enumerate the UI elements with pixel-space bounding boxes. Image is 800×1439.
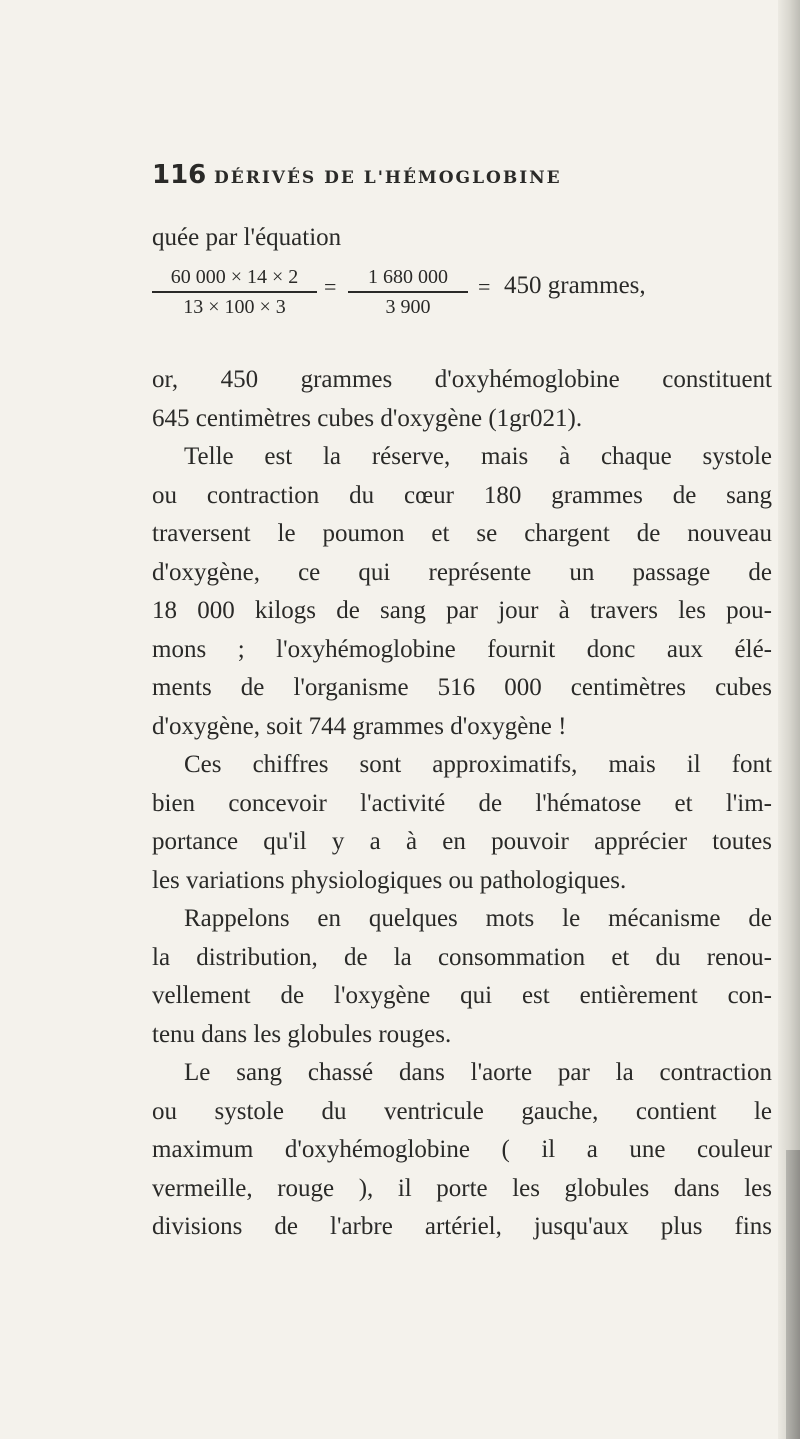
text-line: or, 450 grammes d'oxyhémoglobine constituent [152,366,772,393]
fraction-2-bar [348,291,468,293]
text-line: vellement de l'oxygène qui est entièrement con- [152,982,772,1009]
text-line: Rappelons en quelques mots le mécanisme de [184,905,772,932]
text-line: traversent le poumon et se chargent de nouveau [152,520,772,547]
text-line: portance qu'il y a à en pouvoir apprécier toutes [152,828,772,855]
text-line: mons ; l'oxyhémoglobine fournit donc aux élé- [152,635,772,663]
text-line: Ces chiffres sont approximatifs, mais il font [184,751,772,778]
text-line: d'oxygène, ce qui représente un passage de [152,558,772,586]
text-line: d'oxygène, soit 744 grammes d'oxygène ! [152,712,567,740]
equation-result: 450 grammes, [504,272,646,299]
fraction-1 [152,266,317,319]
fraction-2-numerator: 1 680 000 [368,266,448,288]
text-line: tenu dans les globules rouges. [152,1020,452,1048]
intro-line: quée par l'équation [152,224,342,251]
text-line: bien concevoir l'activité de l'hématose et l'im- [152,789,772,817]
paragraph [152,438,772,746]
equals-sign-1: = [324,274,337,299]
text-line: Telle est la réserve, mais à chaque systole [184,443,772,470]
fraction-2 [348,266,468,319]
fraction-1-bar [152,291,317,293]
paragraph [152,746,772,900]
page-edge-dark [786,1150,800,1439]
paragraph [152,900,772,1054]
text-line: 645 centimètres cubes d'oxygène (1gr021). [152,404,583,432]
text-line: ou contraction du cœur 180 grammes de sang [152,481,772,509]
running-head: DÉRIVÉS DE L'HÉMOGLOBINE [214,168,562,188]
text-line: Le sang chassé dans l'aorte par la contraction [184,1059,772,1086]
fraction-2-denominator: 3 900 [385,295,431,318]
text-line: ments de l'organisme 516 000 centimètres cubes [152,674,772,701]
fraction-1-numerator: 60 000 × 14 × 2 [170,266,299,288]
fraction-1-denominator: 13 × 100 × 3 [183,295,286,318]
body-text [152,361,772,1247]
text-line: divisions de l'arbre artériel, jusqu'aux plus fins [152,1213,772,1240]
paragraph [152,361,772,438]
text-line: vermeille, rouge ), il porte les globules dans les [152,1174,772,1202]
text-line: la distribution, de la consommation et du renou- [152,943,772,971]
text-line: ou systole du ventricule gauche, contient le [152,1097,772,1125]
page-number: 116 [152,160,207,190]
text-line: maximum d'oxyhémoglobine ( il a une couleur [152,1136,772,1163]
paragraph [152,1054,772,1247]
equals-sign-2: = [478,274,491,299]
text-line: les variations physiologiques ou pathologiques. [152,866,627,894]
text-line: 18 000 kilogs de sang par jour à travers les pou- [152,597,772,624]
page-header [152,160,712,194]
equation [152,262,712,342]
